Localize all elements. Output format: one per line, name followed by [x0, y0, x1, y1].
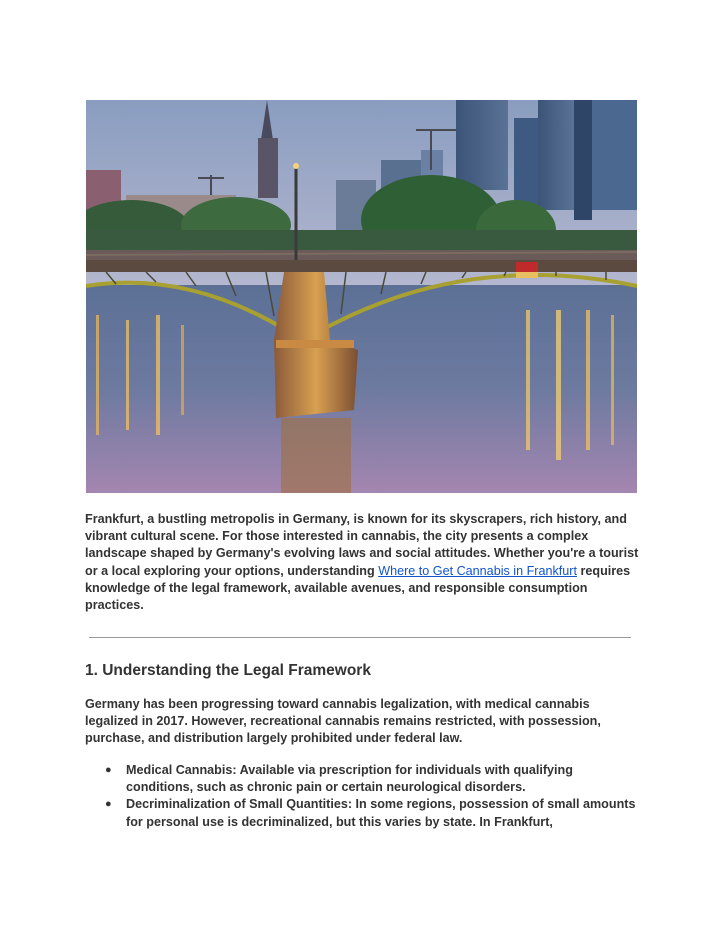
bullet-marker: ● — [105, 798, 112, 811]
where-to-get-cannabis-link[interactable]: Where to Get Cannabis in Frankfurt — [378, 563, 577, 578]
intro-text-after-link: requires knowledge of the legal framework, available avenues, and responsible consumption practices. — [85, 563, 631, 613]
list-item-text: Decriminalization of Small Quantities: In some regions, possession of small amounts for personal use is decriminalized, but this varies by state. In Frankfurt, — [126, 797, 636, 829]
bullet-marker: ● — [105, 764, 112, 776]
bullet-list — [85, 762, 641, 831]
horizontal-divider — [89, 637, 631, 638]
frankfurt-river-bridge-photo — [86, 100, 637, 493]
photo-illustration — [86, 100, 637, 493]
section-paragraph: Germany has been progressing toward cannabis legalization, with medical cannabis legalized in 2017. However, recreational cannabis remains restricted, with possession, purchase, and distribution largely prohibited under federal law. — [85, 697, 601, 746]
intro-paragraph — [85, 511, 641, 614]
list-item — [85, 796, 641, 830]
intro-text-before-link: Frankfurt, a bustling metropolis in Germany, is known for its skyscrapers, rich history, and vibrant cultural scene. For those interested in cannabis, the city presents a complex landscape shaped by Germany's evolving laws and social attitudes. Whether you're a tourist or a local exploring your options, understanding — [85, 512, 639, 578]
section-heading-legal-framework: 1. Understanding the Legal Framework — [85, 662, 371, 679]
list-item-text: Medical Cannabis: Available via prescription for individuals with qualifying conditions, such as chronic pain or certain neurological disorders. — [126, 763, 573, 795]
list-item — [85, 762, 641, 796]
